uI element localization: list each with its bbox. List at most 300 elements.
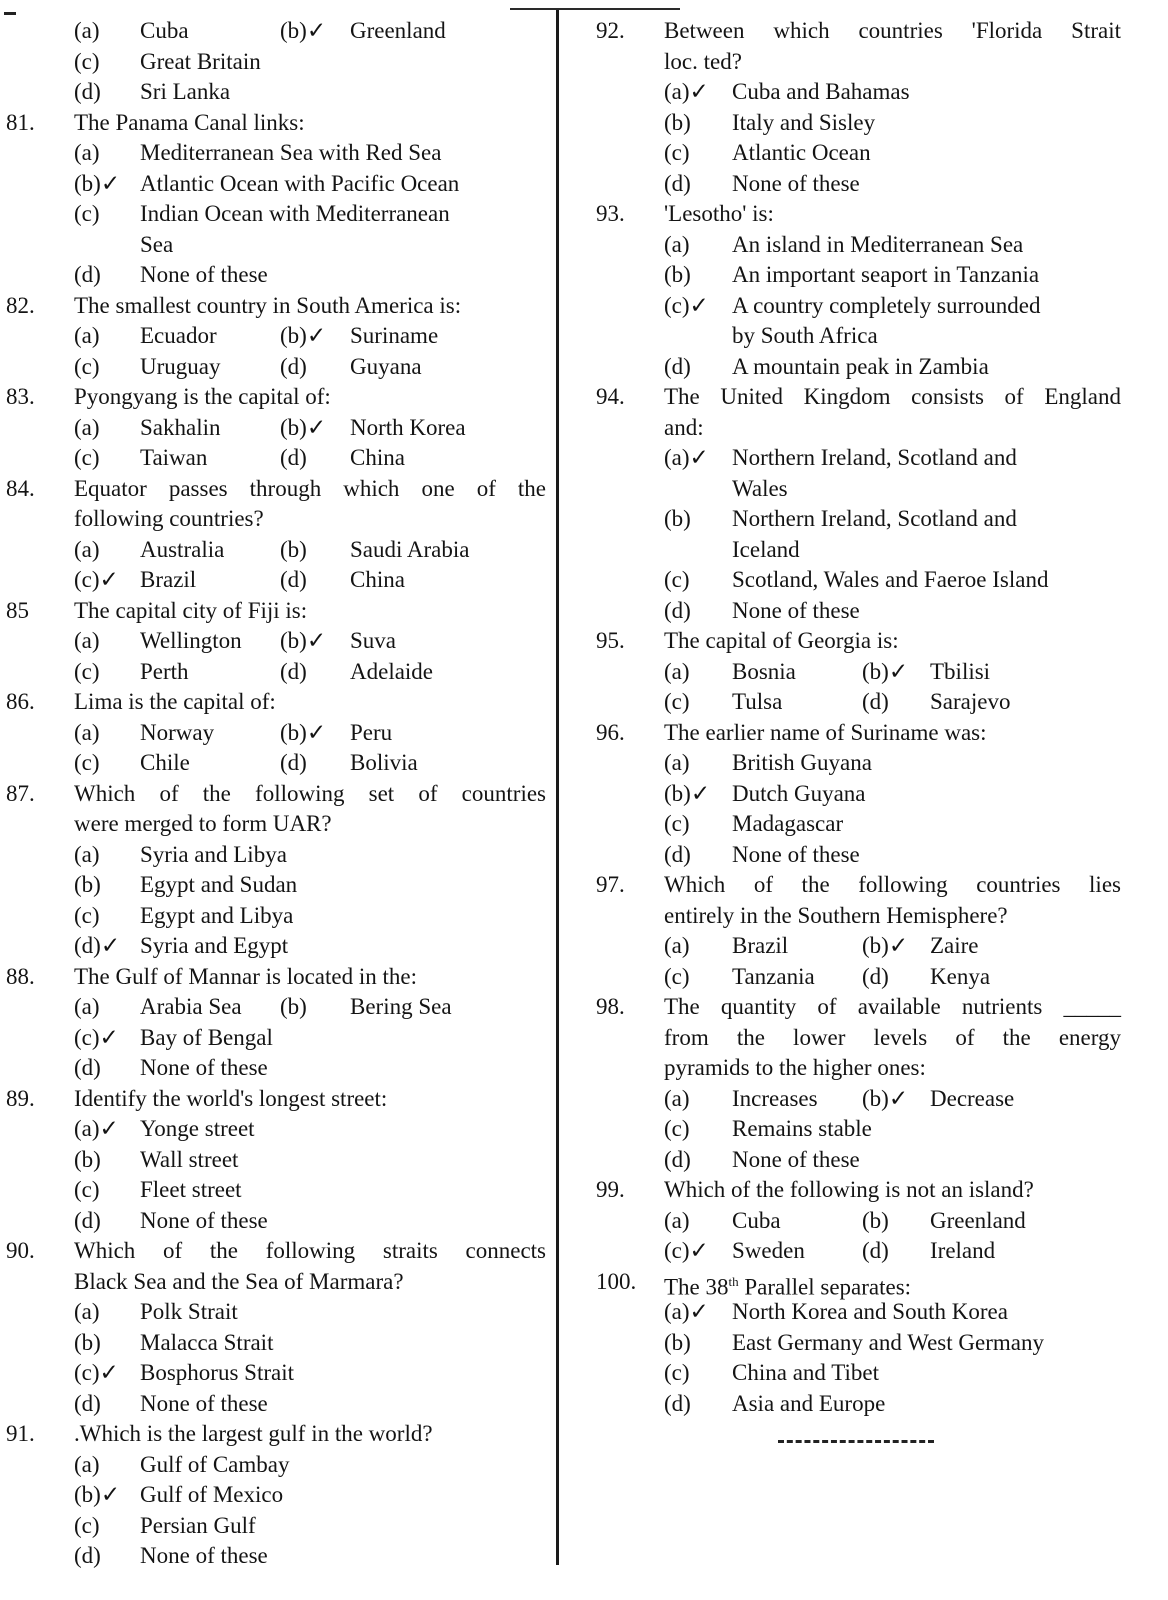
option-label: (d): [280, 353, 307, 379]
question-line: [6, 1236, 546, 1267]
option-label: (d): [74, 1543, 101, 1568]
question-number: 99.: [596, 1177, 625, 1202]
option-label: (a): [74, 841, 100, 867]
option-label: (a): [74, 140, 100, 165]
option-row: [596, 596, 1121, 627]
option-text: Taiwan: [140, 445, 208, 470]
option-text: Perth: [140, 658, 189, 684]
question-text: .Which is the largest gulf in the world?: [74, 1421, 433, 1446]
option-text: Bay of Bengal: [140, 1024, 273, 1050]
option-label: (b)✓: [280, 18, 327, 43]
option-text: Adelaide: [350, 658, 434, 684]
option-text: None of these: [140, 1207, 268, 1233]
option-text: An important seaport in Tanzania: [732, 262, 1040, 287]
question-block: [596, 870, 1121, 992]
option-row: [596, 1236, 1121, 1267]
option-row: [6, 565, 546, 596]
option-text: Arabia Sea: [140, 994, 242, 1019]
option-text: Madagascar: [732, 811, 844, 836]
option-row: [596, 840, 1121, 871]
option-row: [6, 1145, 546, 1176]
option-text: Uruguay: [140, 353, 221, 379]
option-row: [596, 565, 1121, 596]
question-block: [6, 108, 546, 291]
question-line: [596, 382, 1121, 413]
option-label: (b)✓: [280, 719, 327, 745]
option-label: (b): [862, 1207, 889, 1233]
option-row: [6, 901, 546, 932]
option-label: (a): [664, 1207, 690, 1233]
option-text: Sweden: [732, 1238, 805, 1263]
option-row: [6, 260, 546, 291]
question-line: [596, 992, 1121, 1023]
option-label: (a)✓: [664, 445, 709, 470]
question-text: The United Kingdom consists of England: [664, 384, 1121, 409]
option-label: (a): [74, 323, 100, 348]
option-text: Fleet street: [140, 1177, 242, 1202]
option-label: (c): [74, 353, 100, 379]
option-text-continued: Wales: [732, 475, 788, 501]
option-label: (c): [664, 689, 690, 714]
question-line: [596, 1023, 1121, 1054]
question-line: [6, 687, 546, 718]
question-text: Which of the following straits connects: [74, 1238, 546, 1263]
question-line: [6, 1419, 546, 1450]
option-text: Bering Sea: [350, 994, 452, 1019]
option-text: Sri Lanka: [140, 79, 231, 104]
question-text: Between which countries 'Florida Strait: [664, 18, 1121, 43]
option-text: Malacca Strait: [140, 1329, 274, 1355]
option-label: (d): [74, 262, 101, 287]
option-row: [6, 77, 546, 108]
question-block: [6, 1236, 546, 1419]
option-text-continued: Iceland: [732, 536, 800, 562]
option-text: Kenya: [930, 963, 991, 989]
question-block: [596, 1267, 1121, 1420]
option-row: [6, 1511, 546, 1542]
option-label: (b)✓: [280, 628, 327, 653]
question-line: [6, 474, 546, 505]
option-row: [596, 687, 1121, 718]
option-label: (a)✓: [74, 1116, 119, 1141]
option-text: Persian Gulf: [140, 1512, 256, 1538]
option-row: [596, 504, 1121, 535]
option-row: [596, 779, 1121, 810]
end-marker: [778, 1440, 934, 1443]
option-row: [6, 931, 546, 962]
option-label: (a): [74, 628, 100, 653]
option-label: (b): [664, 109, 691, 135]
question-line: [596, 16, 1121, 47]
option-row: [6, 1389, 546, 1420]
option-row: [6, 1358, 546, 1389]
option-label: (c): [664, 140, 690, 165]
option-label: (c): [74, 445, 100, 470]
option-text: Tanzania: [732, 963, 815, 989]
question-block: [596, 992, 1121, 1175]
option-row: [6, 199, 546, 230]
option-label: (d): [862, 689, 889, 714]
question-block: [596, 626, 1121, 718]
question-line: [6, 809, 546, 840]
question-block: [596, 1175, 1121, 1267]
option-row: [596, 809, 1121, 840]
option-row: [596, 1206, 1121, 1237]
option-row: [6, 321, 546, 352]
option-label: (d): [862, 1238, 889, 1263]
option-text: None of these: [140, 1390, 268, 1416]
option-text: A country completely surrounded: [732, 292, 1041, 318]
question-number: 90.: [6, 1238, 35, 1263]
left-column: [6, 16, 546, 1572]
option-row: [596, 352, 1121, 383]
option-text: Indian Ocean with Mediterranean: [140, 201, 450, 226]
option-text: Sarajevo: [930, 689, 1011, 714]
option-label: (d): [280, 445, 307, 470]
question-number: 100.: [596, 1268, 637, 1294]
option-text: Dutch Guyana: [732, 780, 866, 806]
question-line: [596, 1175, 1121, 1206]
option-row: [6, 657, 546, 688]
question-text: Which of the following is not an island?: [664, 1177, 1034, 1202]
option-text: Ecuador: [140, 323, 217, 348]
option-label: (c): [74, 658, 100, 684]
question-line: [596, 626, 1121, 657]
option-label: (d): [664, 353, 691, 379]
option-text: Yonge street: [140, 1116, 255, 1141]
option-label: (a): [664, 750, 690, 775]
option-label: (c): [74, 48, 100, 74]
question-text: The 38th Parallel separates:: [664, 1273, 912, 1300]
option-text: None of these: [732, 170, 860, 196]
option-label: (b): [280, 994, 307, 1019]
option-row: [596, 1145, 1121, 1176]
option-row: [6, 169, 546, 200]
question-block: [596, 718, 1121, 871]
option-label: (b): [74, 1146, 101, 1172]
option-label: (c)✓: [74, 567, 119, 592]
option-label: (b)✓: [664, 780, 711, 806]
question-line: [596, 718, 1121, 749]
option-row: [6, 748, 546, 779]
question-number: 95.: [596, 628, 625, 653]
option-label: (a): [74, 18, 100, 43]
option-text: Decrease: [930, 1085, 1015, 1111]
option-text: A mountain peak in Zambia: [732, 353, 989, 379]
option-text: An island in Mediterranean Sea: [732, 231, 1024, 257]
option-label: (c)✓: [74, 1360, 119, 1385]
option-text: Syria and Egypt: [140, 933, 289, 958]
option-text: Brazil: [732, 933, 789, 958]
option-label: (d): [280, 567, 307, 592]
option-label: (c)✓: [74, 1024, 119, 1050]
option-row: [596, 1297, 1121, 1328]
question-line: [596, 1267, 1121, 1298]
question-block: [6, 779, 546, 962]
option-label: (c): [74, 1177, 100, 1202]
option-continuation: [6, 230, 546, 261]
option-continuation: [596, 535, 1121, 566]
question-line: [596, 870, 1121, 901]
question-line: [596, 901, 1121, 932]
option-label: (d): [280, 658, 307, 684]
option-text: Great Britain: [140, 48, 261, 74]
option-continuation: [596, 474, 1121, 505]
option-row: [6, 1450, 546, 1481]
option-label: (b): [280, 536, 307, 562]
option-label: (c): [664, 1116, 690, 1141]
question-text: pyramids to the higher ones:: [664, 1055, 926, 1080]
option-text: None of these: [732, 841, 860, 867]
option-text: Saudi Arabia: [350, 536, 470, 562]
question-block: [596, 382, 1121, 626]
question-block: [596, 16, 1121, 199]
option-label: (a): [74, 1299, 100, 1324]
option-text: Wellington: [140, 628, 242, 653]
option-text: China and Tibet: [732, 1360, 879, 1385]
option-label: (d): [664, 1390, 691, 1416]
question-text: 'Lesotho' is:: [664, 201, 774, 226]
option-text: Scotland, Wales and Faeroe Island: [732, 567, 1049, 592]
option-row: [596, 1358, 1121, 1389]
question-number: 98.: [596, 994, 625, 1019]
question-text: The smallest country in South America is:: [74, 292, 462, 318]
option-label: (a): [74, 994, 100, 1019]
option-label: (b)✓: [74, 1482, 121, 1507]
option-row: [596, 1114, 1121, 1145]
option-row: [596, 931, 1121, 962]
question-text: entirely in the Southern Hemisphere?: [664, 902, 1008, 928]
option-text: Asia and Europe: [732, 1390, 886, 1416]
option-text: Bosphorus Strait: [140, 1360, 294, 1385]
option-label: (b): [664, 506, 691, 531]
option-label: (b): [74, 1329, 101, 1355]
option-row: [596, 1084, 1121, 1115]
question-number: 82.: [6, 292, 35, 318]
question-number: 89.: [6, 1085, 35, 1111]
option-row: [6, 870, 546, 901]
option-label: (a)✓: [664, 79, 709, 104]
option-label: (d): [862, 963, 889, 989]
option-label: (d): [664, 597, 691, 623]
option-text: Australia: [140, 536, 225, 562]
option-row: [6, 535, 546, 566]
question-text: The capital of Georgia is:: [664, 628, 899, 653]
question-text: Which of the following countries lies: [664, 872, 1121, 897]
option-label: (c): [664, 811, 690, 836]
question-text: The Gulf of Mannar is located in the:: [74, 963, 417, 989]
option-text: British Guyana: [732, 750, 872, 775]
option-row: [6, 443, 546, 474]
option-label: (b): [74, 872, 101, 897]
question-line: [6, 382, 546, 413]
option-label: (d): [74, 79, 101, 104]
question-line: [6, 108, 546, 139]
option-row: [596, 138, 1121, 169]
option-row: [596, 1389, 1121, 1420]
question-number: 96.: [596, 719, 625, 745]
question-line: [596, 413, 1121, 444]
option-label: (b)✓: [862, 1085, 909, 1111]
question-text: were merged to form UAR?: [74, 811, 332, 836]
option-text: Suva: [350, 628, 396, 653]
option-text: Atlantic Ocean: [732, 140, 871, 165]
option-text: China: [350, 445, 405, 470]
option-row: [6, 1053, 546, 1084]
option-text-continued: by South Africa: [732, 323, 878, 348]
option-text: Ireland: [930, 1238, 996, 1263]
question-text: Equator passes through which one of the: [74, 475, 546, 501]
option-text: Syria and Libya: [140, 841, 287, 867]
option-label: (c): [74, 902, 100, 928]
option-label: (a): [664, 231, 690, 257]
question-text: The quantity of available nutrients _____: [664, 994, 1121, 1019]
option-text-continued: Sea: [140, 231, 174, 257]
question-block: [596, 199, 1121, 382]
option-text: Cuba: [140, 18, 189, 43]
option-row: [6, 1175, 546, 1206]
option-label: (a): [74, 536, 100, 562]
option-text: Zaire: [930, 933, 979, 958]
option-text: Suriname: [350, 323, 439, 348]
option-label: (a): [74, 719, 100, 745]
option-text: North Korea: [350, 414, 466, 440]
option-row: [6, 16, 546, 47]
question-line: [6, 596, 546, 627]
question-number: 97.: [596, 872, 625, 897]
question-text: Black Sea and the Sea of Marmara?: [74, 1268, 404, 1294]
option-row: [6, 840, 546, 871]
right-column: [596, 16, 1121, 1419]
option-text: China: [350, 567, 405, 592]
question-block: [6, 16, 546, 108]
option-text: Bolivia: [350, 750, 418, 775]
option-row: [596, 260, 1121, 291]
option-row: [6, 1297, 546, 1328]
option-text: Brazil: [140, 567, 197, 592]
option-row: [6, 1541, 546, 1572]
option-continuation: [596, 321, 1121, 352]
option-label: (c): [74, 201, 100, 226]
option-label: (d): [664, 1146, 691, 1172]
option-label: (a)✓: [664, 1299, 709, 1324]
question-block: [6, 474, 546, 596]
option-row: [6, 718, 546, 749]
question-text: Pyongyang is the capital of:: [74, 384, 331, 409]
question-number: 81.: [6, 109, 35, 135]
option-text: Tulsa: [732, 689, 783, 714]
option-text: North Korea and South Korea: [732, 1299, 1008, 1324]
question-line: [6, 779, 546, 810]
option-text: None of these: [732, 1146, 860, 1172]
option-label: (a): [74, 414, 100, 440]
question-number: 87.: [6, 780, 35, 806]
option-text: Cuba: [732, 1207, 781, 1233]
option-label: (b)✓: [862, 933, 909, 958]
option-label: (a): [664, 658, 690, 684]
option-text: East Germany and West Germany: [732, 1329, 1044, 1355]
question-line: [6, 504, 546, 535]
question-text: Lima is the capital of:: [74, 689, 276, 714]
question-line: [6, 291, 546, 322]
option-text: Tbilisi: [930, 658, 991, 684]
option-text: Guyana: [350, 353, 422, 379]
question-line: [6, 962, 546, 993]
option-label: (d): [74, 1390, 101, 1416]
question-text: The Panama Canal links:: [74, 109, 305, 135]
option-text: Greenland: [930, 1207, 1026, 1233]
option-label: (c): [74, 1512, 100, 1538]
option-label: (d): [280, 750, 307, 775]
option-label: (b)✓: [74, 170, 121, 196]
top-dash: [4, 12, 16, 15]
option-text: Northern Ireland, Scotland and: [732, 445, 1017, 470]
question-block: [6, 291, 546, 383]
option-row: [6, 47, 546, 78]
option-row: [6, 138, 546, 169]
question-block: [6, 382, 546, 474]
option-text: Gulf of Cambay: [140, 1451, 290, 1477]
option-text: Italy and Sisley: [732, 109, 876, 135]
option-row: [6, 1023, 546, 1054]
option-row: [6, 626, 546, 657]
option-text: Norway: [140, 719, 215, 745]
question-number: 94.: [596, 384, 625, 409]
option-row: [6, 1480, 546, 1511]
option-text: Gulf of Mexico: [140, 1482, 284, 1507]
question-number: 86.: [6, 689, 35, 714]
option-row: [596, 657, 1121, 688]
option-text: Remains stable: [732, 1116, 872, 1141]
option-label: (a): [74, 1451, 100, 1477]
top-rule: [510, 8, 680, 10]
option-label: (d): [74, 1055, 101, 1080]
option-label: (a): [664, 933, 690, 958]
option-label: (b): [664, 262, 691, 287]
option-label: (c): [74, 750, 100, 775]
option-label: (b)✓: [280, 414, 327, 440]
ordinal-suffix: th: [728, 1273, 739, 1289]
option-text: Chile: [140, 750, 190, 775]
option-text: None of these: [140, 1543, 268, 1568]
option-row: [6, 992, 546, 1023]
option-text: Polk Strait: [140, 1299, 238, 1324]
option-row: [596, 748, 1121, 779]
question-line: [596, 1053, 1121, 1084]
option-text: Wall street: [140, 1146, 239, 1172]
option-label: (d): [664, 170, 691, 196]
option-label: (c): [664, 1360, 690, 1385]
option-text: Peru: [350, 719, 393, 745]
option-row: [6, 352, 546, 383]
option-label: (c)✓: [664, 292, 709, 318]
option-text: Sakhalin: [140, 414, 221, 440]
question-number: 85: [6, 597, 29, 623]
option-row: [596, 77, 1121, 108]
option-row: [6, 413, 546, 444]
option-text: Egypt and Sudan: [140, 872, 298, 897]
option-text: Bosnia: [732, 658, 796, 684]
option-row: [596, 962, 1121, 993]
question-text: Which of the following set of countries: [74, 780, 546, 806]
question-number: 92.: [596, 18, 625, 43]
question-block: [6, 1084, 546, 1237]
question-number: 83.: [6, 384, 35, 409]
option-row: [6, 1114, 546, 1145]
option-label: (b)✓: [862, 658, 909, 684]
option-row: [596, 108, 1121, 139]
option-row: [596, 230, 1121, 261]
